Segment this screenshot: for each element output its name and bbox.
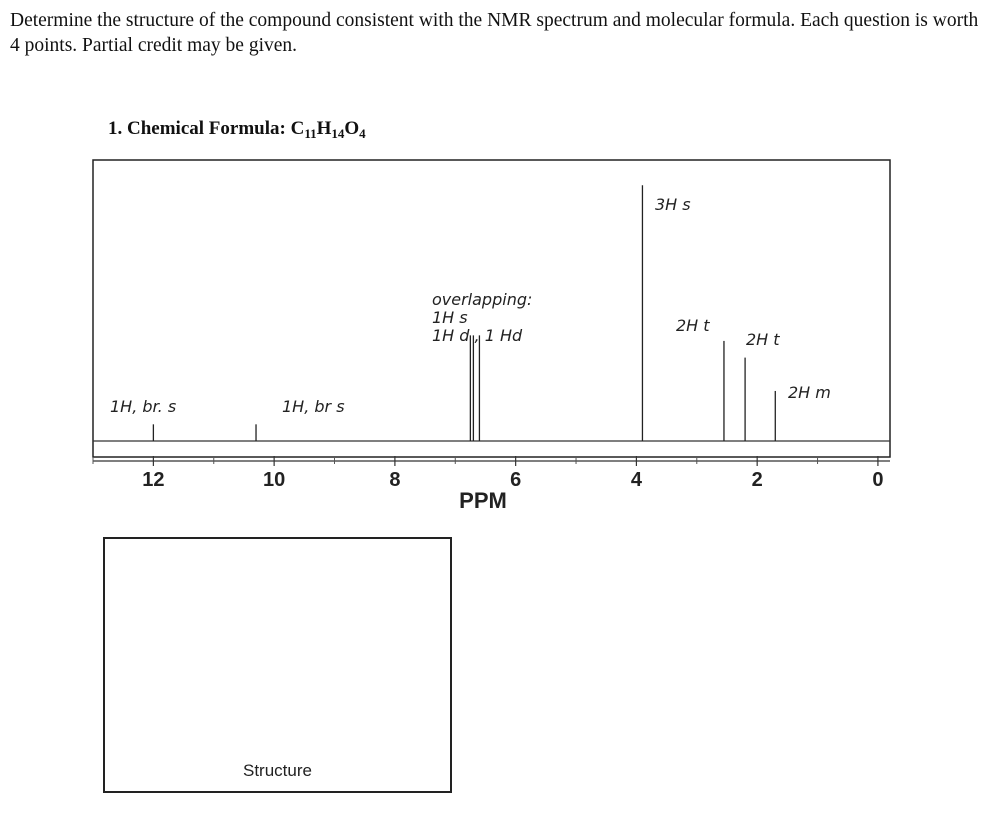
formula-c: C xyxy=(290,118,305,139)
formula-h-count: 14 xyxy=(331,126,345,141)
x-tick-label-4: 4 xyxy=(630,469,642,491)
x-tick-label-1: 10 xyxy=(263,469,286,491)
annotation-2-line-0: overlapping: xyxy=(432,290,533,309)
x-tick-label-2: 8 xyxy=(389,469,401,491)
annotation-4-line-0: 2H t xyxy=(676,316,710,335)
structure-label: Structure xyxy=(243,761,312,780)
annotation-5-line-0: 2H t xyxy=(746,330,780,349)
annotation-1-line-0: 1H, br s xyxy=(282,397,345,416)
formula-h: H xyxy=(316,118,332,139)
annotation-6-line-0: 2H m xyxy=(788,383,831,402)
peaks-layer xyxy=(93,185,890,441)
instructions-text: Determine the structure of the compound consistent with the NMR spectrum and molecular formula. Each question is worth 4 points. Partial credit may be given. xyxy=(10,10,979,56)
annotation-3-line-0: 3H s xyxy=(655,195,691,214)
x-tick-label-0: 12 xyxy=(142,469,165,491)
formula-c-count: 11 xyxy=(304,126,317,141)
axis-layer xyxy=(93,456,890,491)
x-tick-label-6: 0 xyxy=(872,469,884,491)
annotation-2-line-1: 1H s xyxy=(432,308,468,327)
x-tick-label-3: 6 xyxy=(510,469,522,491)
annotation-2-line-2: 1H d , 1 Hd xyxy=(432,326,523,345)
x-tick-label-5: 2 xyxy=(751,469,763,491)
formula-o-count: 4 xyxy=(359,126,366,141)
formula-o: O xyxy=(344,118,360,139)
structure-answer-box[interactable] xyxy=(103,537,452,793)
x-axis-title: PPM xyxy=(459,488,507,513)
question-prefix: 1. Chemical Formula: xyxy=(108,118,291,139)
annotation-0-line-0: 1H, br. s xyxy=(110,397,177,416)
